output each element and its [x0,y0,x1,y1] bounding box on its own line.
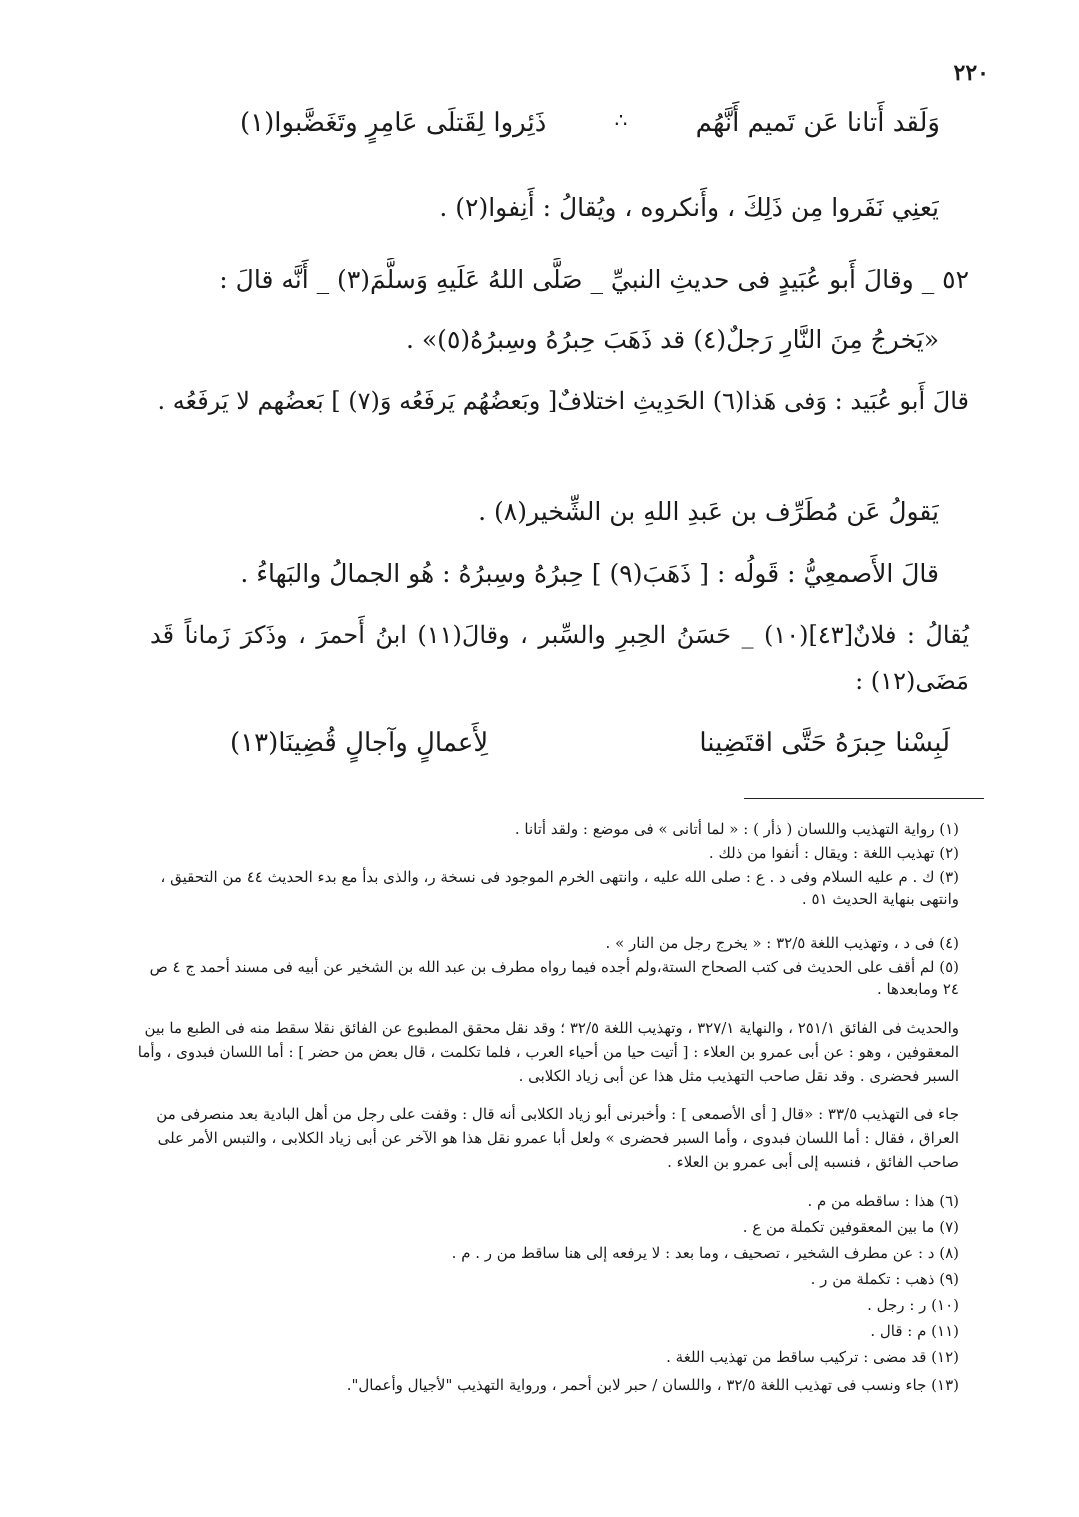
footnote-5-paragraph-1: والحديث فى الفائق ٢٥١/١ ، والنهاية ٣٢٧/١ ، وتهذيب اللغة ٣٢/٥ ؛ وقد نقل محقق المطبوع عن الفائق نقلا سقط منه فى الطبع ما بين المعقوفين ، وهو : عن أبى عمرو بن العلاء : [ أتيت حيا من أحياء العرب ، فلما تكلمت ، قال بعض من حضر ] : أما اللسان فبدوى ، وأما السبر فحضرى . وقد نقل صاحب التهذيب مثل هذا عن أبى زياد الكلابى . [137,1019,959,1085]
paragraph-abu-ubaid: قالَ أَبو عُبَيد : وَفى هَذا(٦) الحَدِيثِ اختلافٌ[ وبَعضُهُم يَرفَعُه وَ(٧) ] بَعضُهم لا يَرفَعُه . [157,387,969,415]
verse-1-left-hemistich: ذَئِروا لِقَتلَى عَامِرٍ وتَغَضَّبوا(١) [240,108,547,138]
footnote-divider [744,798,984,799]
footnote-7: (٧) ما بين المعقوفين تكملة من ع . [742,1218,959,1236]
verse-1 [240,108,940,138]
verse-1-separator: ∴ [614,108,628,132]
footnote-8: (٨) د : عن مطرف الشخير ، تصحيف ، وما بعد : لا يرفعه إلى هنا ساقط من ر . م . [451,1244,959,1262]
verse-2 [230,728,950,758]
footnote-6: (٦) هذا : ساقطه من م . [807,1192,959,1210]
footnote-5: (٥) لم أقف على الحديث فى كتب الصحاح الستة،ولم أجده فيما رواه مطرف بن عبد الله بن الشخير عن أبيه فى مسند أحمد ج ٤ ص ٢٤ ومابعدها . [149,958,959,998]
footnote-12: (١٢) قد مضى : تركيب ساقط من تهذيب اللغة . [666,1348,959,1366]
page-number: ٢٢٠ [953,60,989,86]
text-line-mutarrif: يَقولُ عَن مُطَرِّف بن عَبدِ اللهِ بن الشِّخير(٨) . [478,497,939,526]
footnote-10: (١٠) ر : رجل . [867,1296,959,1314]
text-line-1: يَعنِي نَفَروا مِن ذَلِكَ ، وأَنكروه ، ويُقالُ : أَنِفوا(٢) . [439,193,939,222]
paragraph-ibn-ahmar: يُقالُ : فلانٌ[٤٣](١٠) _ حَسَنُ الحِبرِ والسِّبر ، وقالَ(١١) ابنُ أَحمرَ ، وذَكرَ زَماناً قَد مَضَى(١٢) : [150,621,970,695]
footnote-4: (٤) فى د ، وتهذيب اللغة ٣٢/٥ : « يخرج رجل من النار » . [605,934,959,952]
footnote-13: (١٣) جاء ونسب فى تهذيب اللغة ٣٢/٥ ، واللسان / حبر لابن أحمر ، ورواية التهذيب "لأجيال وأعمال". [346,1376,959,1394]
footnote-1: (١) رواية التهذيب واللسان ( ذأر ) : « لما أتانى » فى موضع : ولقد أتانا . [514,820,959,838]
footnote-9: (٩) ذهب : تكملة من ر . [810,1270,959,1288]
text-line-asmai: قالَ الأَصمعِيُّ : قَولُه : [ ذَهَبَ(٩) ] حِبرُهُ وسِبرُهُ : هُو الجمالُ والبَهاءُ . [240,559,939,588]
verse-1-right-hemistich: وَلَقد أَتانا عَن تَميم أَنَّهُم [695,108,940,138]
verse-2-left-hemistich: لِأَعمالٍ وآجالٍ قُضِينَا(١٣) [230,728,489,758]
footnote-3: (٣) ك . م عليه السلام وفى د . ع : صلى الله عليه ، وانتهى الخرم الموجود فى نسخة ر، والذى بدأ مع بدء الحديث ٤٤ من التحقيق ، وانتهى بنهاية الحديث ٥١ . [160,868,959,908]
hadith-52-text: «يَخرجُ مِنَ النَّارِ رَجلٌ(٤) قد ذَهَبَ حِبرُهُ وسِبرُهُ(٥)» . [405,325,939,354]
verse-2-right-hemistich: لَبِسْنا حِبرَهُ حَتَّى اقتَضِينا [699,728,950,758]
footnote-11: (١١) م : قال . [870,1322,959,1340]
hadith-52-heading: ٥٢ _ وقالَ أَبو عُبَيدٍ فى حديثِ النبيِّ _ صَلَّى اللهُ عَلَيهِ وَسلَّمَ(٣) _ أَنَّه قالَ : [219,265,969,294]
footnote-2: (٢) تهذيب اللغة : ويقال : أنفوا من ذلك . [708,844,959,862]
footnote-5-paragraph-2: جاء فى التهذيب ٣٣/٥ : «قال [ أى الأصمعى ] : وأخبرنى أبو زياد الكلابى أنه قال : وقفت على رجل من أهل البادية بعد منصرفى من العراق ، فقال : أما اللسان فبدوى ، وأما السبر فحضرى » ولعل أبا عمرو نقل هذا هو الآخر عن أبى زياد الكلابى ، والتبس الأمر على صاحب الفائق ، فنسبه إلى أبى عمرو بن العلاء . [156,1105,959,1171]
